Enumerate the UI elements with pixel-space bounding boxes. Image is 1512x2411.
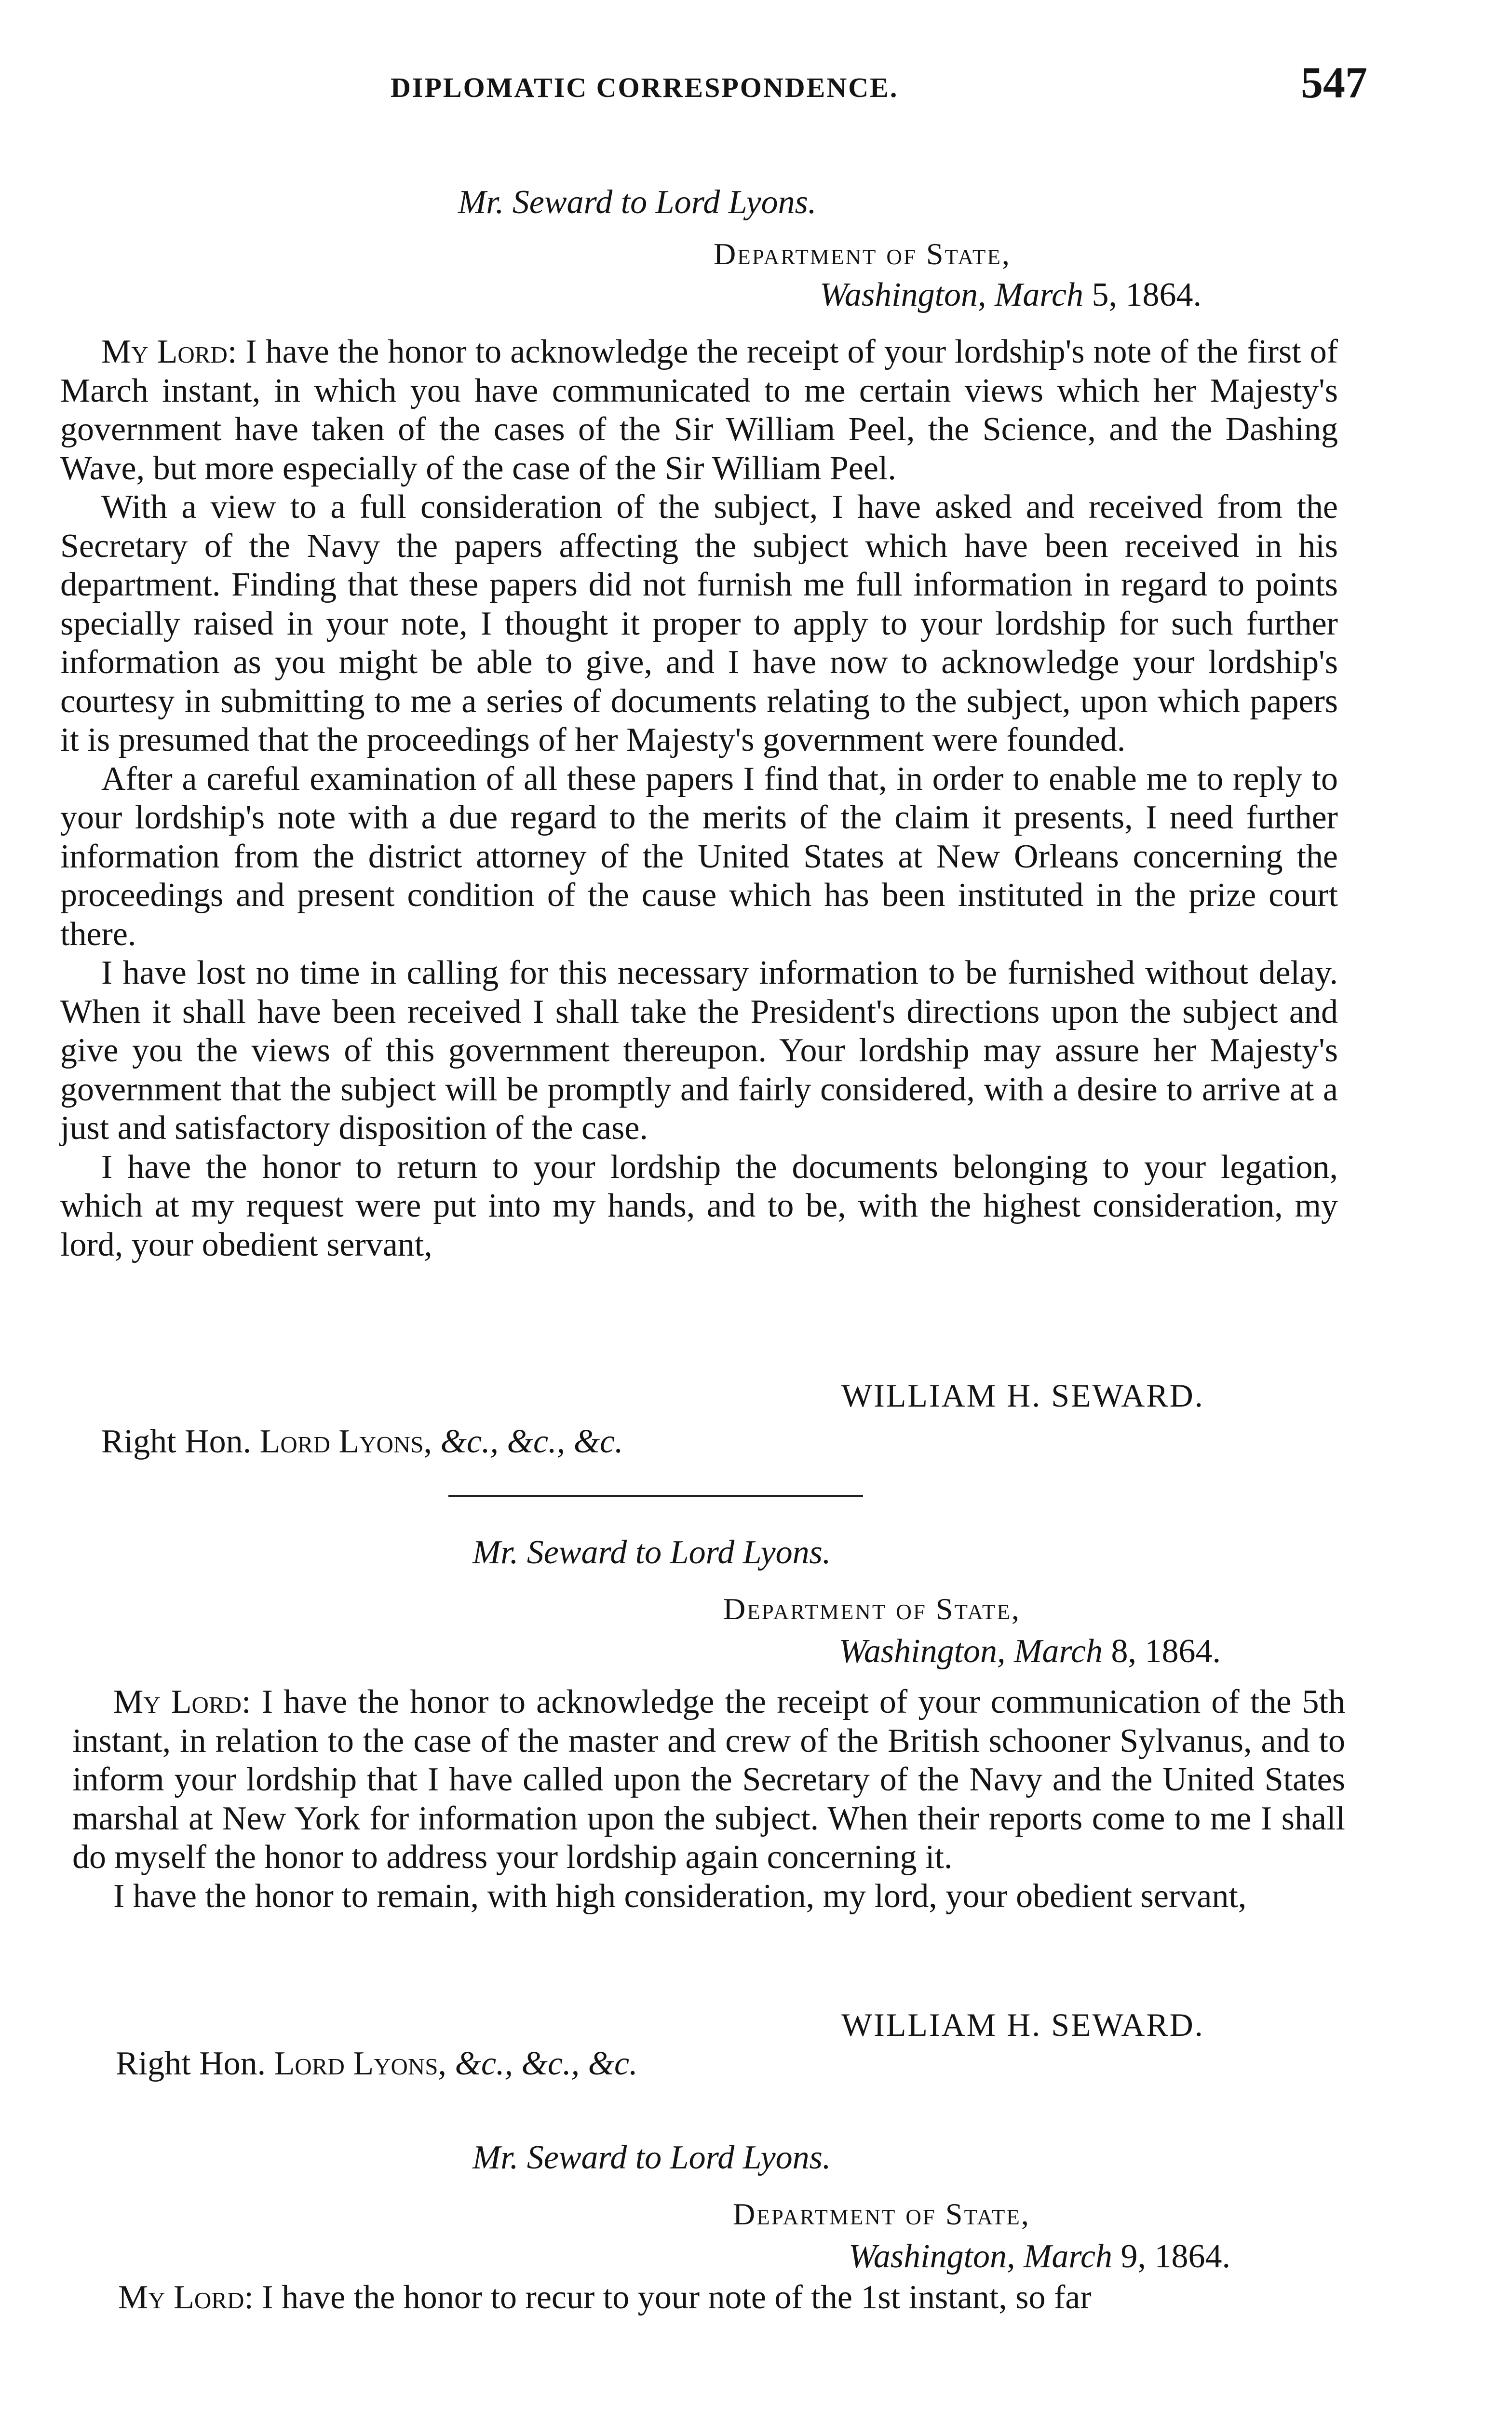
paragraph: I have the honor to remain, with high consideration, my lord, your obedient servant, — [113, 1877, 1247, 1915]
paragraph: My Lord: I have the honor to acknowledge the receipt of your lordship's note of the first of March instant, in which you have communicated to me certain views which her Majesty's government have taken of the cases of the Sir William Peel, the Science, and the Dashing Wave, but more especially of the case of the Sir William Peel. — [60, 333, 1338, 487]
paragraph: I have the honor to return to your lordship the documents belonging to your legation, which at my request were put into my hands, and to be, with the highest consideration, my lord, your obedient servant, — [60, 1148, 1338, 1263]
letter-date — [849, 2237, 1230, 2276]
letter-body — [72, 1683, 1345, 1916]
paragraph: My Lord: I have the honor to recur to your note of the 1st instant, so far — [118, 2279, 1092, 2316]
signature: WILLIAM H. SEWARD. — [841, 2006, 1204, 2043]
date-place: Washington, March — [820, 276, 1084, 313]
signature: WILLIAM H. SEWARD. — [841, 1377, 1204, 1414]
paragraph: After a careful examination of all these papers I find that, in order to enable me to reply to your lordship's note with a due regard to the merits of the claim it presents, I need further information from the district attorney of the United States at New Orleans concerning the proceedings and present condition of the cause which has been instituted in the prize court there. — [60, 760, 1338, 953]
date-day-year: 5, 1864. — [1092, 276, 1202, 313]
section-divider — [448, 1495, 863, 1497]
paragraph: My Lord: I have the honor to acknowledge the receipt of your communication of the 5th instant, in relation to the case of the master and crew of the British schooner Sylvanus, and to inform your lordship that I have called upon the Secretary of the Navy and the United States marshal at New York for information upon the subject. When their reports come to me I shall do myself the honor to address your lordship again concerning it. — [72, 1683, 1345, 1876]
paragraph: I have lost no time in calling for this necessary information to be furnished without delay. When it shall have been received I shall take the President's directions upon the subject and give you the views of this government thereupon. Your lordship may assure her Majesty's government that the subject will be promptly and fairly considered, with a desire to arrive at a just and satisfactory disposition of the case. — [60, 954, 1338, 1147]
date-place: Washington, March — [849, 2238, 1113, 2275]
date-day-year: 9, 1864. — [1120, 2238, 1231, 2275]
dept-of-state: Department of State, — [714, 237, 1011, 271]
date-place: Washington, March — [839, 1633, 1103, 1670]
dept-of-state: Department of State, — [723, 1592, 1021, 1626]
letter-heading: Mr. Seward to Lord Lyons. — [472, 2139, 831, 2176]
date-day-year: 8, 1864. — [1111, 1633, 1221, 1670]
page-number: 547 — [1301, 58, 1367, 107]
salutation: My Lord: — [118, 2279, 254, 2316]
salutation: My Lord: — [101, 333, 237, 370]
letter-body — [77, 2278, 1350, 2317]
letter-body — [60, 333, 1338, 1264]
running-head-title: DIPLOMATIC CORRESPONDENCE. — [391, 72, 899, 103]
letter-date — [820, 276, 1202, 314]
salutation: My Lord: — [113, 1683, 251, 1720]
letter-heading: Mr. Seward to Lord Lyons. — [458, 184, 817, 221]
dept-of-state: Department of State, — [733, 2197, 1030, 2231]
letter-heading: Mr. Seward to Lord Lyons. — [472, 1534, 831, 1571]
paragraph: With a view to a full consideration of the subject, I have asked and received from the Secretary of the Navy the papers affecting the subject which have been received in his department. Finding that these papers did not furnish me full information in regard to points specially raised in your note, I thought it proper to apply to your lordship for such further information as you might be able to give, and I have now to acknowledge your lordship's courtesy in submitting to me a series of documents relating to the subject, upon which papers it is presumed that the proceedings of her Majesty's government were founded. — [60, 488, 1338, 759]
running-head — [63, 57, 1367, 115]
addressee: Right Hon. Lord Lyons, &c., &c., &c. — [101, 1423, 623, 1460]
letter-date — [839, 1632, 1221, 1671]
addressee: Right Hon. Lord Lyons, &c., &c., &c. — [116, 2045, 638, 2082]
